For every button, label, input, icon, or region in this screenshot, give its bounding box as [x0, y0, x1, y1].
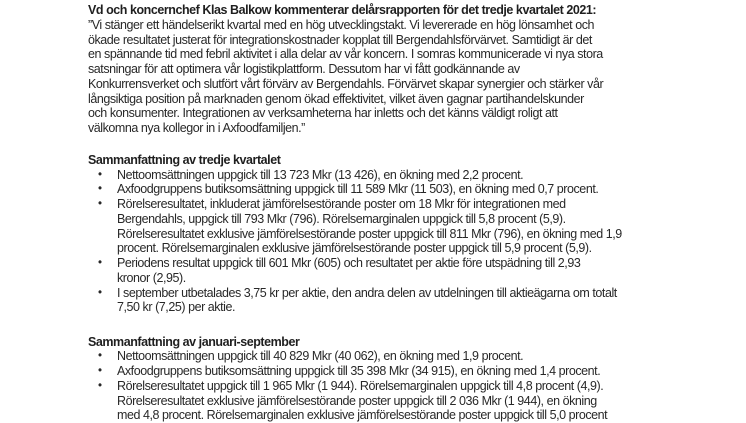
- list-item: [88, 256, 746, 286]
- intro-heading: Vd och koncernchef Klas Balkow kommenterar delårsrapporten för det tredje kvartalet 2021:: [88, 3, 746, 18]
- list-item: [88, 168, 746, 183]
- bullet-line: med 4,8 procent. Rörelsemarginalen exklusive jämförelsestörande poster uppgick till 5,0 procent: [117, 408, 746, 423]
- bullet-line: I september utbetalades 3,75 kr per aktie, den andra delen av utdelningen till aktieägarna om totalt: [117, 286, 746, 301]
- list-item: [88, 364, 746, 379]
- bullet-line: Rörelseresultatet exklusive jämförelsestörande poster uppgick till 811 Mkr (796), en ökning med 1,9: [117, 227, 746, 242]
- bullet-line: Nettoomsättningen uppgick till 40 829 Mkr (40 062), en ökning med 1,9 procent.: [117, 349, 746, 364]
- bullet-line: Bergendahls, uppgick till 793 Mkr (796). Rörelsemarginalen uppgick till 5,8 procent (5,9).: [117, 212, 746, 227]
- list-item: [88, 379, 746, 423]
- bullet-line: 7,50 kr (7,25) per aktie.: [117, 300, 746, 315]
- bullet-icon: •: [88, 364, 117, 379]
- bullet-icon: •: [88, 197, 117, 212]
- section-q3-summary: [88, 153, 746, 315]
- list-item: [88, 286, 746, 316]
- bullet-line: Rörelseresultatet exklusive jämförelsestörande poster uppgick till 2 036 Mkr (1 944), en ökning: [117, 394, 746, 409]
- bullet-line: kronor (2,95).: [117, 271, 746, 286]
- bullet-icon: •: [88, 379, 117, 394]
- section-jan-sep-summary: [88, 335, 746, 423]
- bullet-line: Rörelseresultatet, inkluderat jämförelsestörande poster om 18 Mkr för integrationen med: [117, 197, 746, 212]
- quote-line: välkomna nya kollegor in i Axfoodfamiljen.”: [88, 121, 746, 136]
- bullet-line: Axfoodgruppens butiksomsättning uppgick till 35 398 Mkr (34 915), en ökning med 1,4 procent.: [117, 364, 746, 379]
- quote-line: och konsumenter. Integrationen av verksamheterna har inletts och det känns väldigt roligt att: [88, 106, 746, 121]
- quote-line: ökade resultatet justerat för integrationskostnader kopplat till Bergendahlsförvärvet. Samtidigt är det: [88, 33, 746, 48]
- bullet-icon: •: [88, 256, 117, 271]
- bullet-line: Periodens resultat uppgick till 601 Mkr (605) och resultatet per aktie före utspädning till 2,93: [117, 256, 746, 271]
- bullet-icon: •: [88, 286, 117, 301]
- bullet-icon: •: [88, 349, 117, 364]
- bullet-icon: •: [88, 168, 117, 183]
- quote-line: satsningar för att optimera vår logistikplattform. Dessutom har vi fått godkännande av: [88, 62, 746, 77]
- bullet-line: Axfoodgruppens butiksomsättning uppgick till 11 589 Mkr (11 503), en ökning med 0,7 procent.: [117, 182, 746, 197]
- bullet-line: procent. Rörelsemarginalen exklusive jämförelsestörande poster uppgick till 5,9 procent (5,9).: [117, 241, 746, 256]
- quote-line: en spännande tid med febril aktivitet i alla delar av vår koncern. I somras kommunicerade vi nya stora: [88, 47, 746, 62]
- bullet-line: Rörelseresultatet uppgick till 1 965 Mkr (1 944). Rörelsemarginalen uppgick till 4,8 procent (4,9).: [117, 379, 746, 394]
- bullet-icon: •: [88, 182, 117, 197]
- quote-line: ”Vi stänger ett händelserikt kvartal med en hög utvecklingstakt. Vi levererade en hög lönsamhet och: [88, 18, 746, 33]
- ceo-quote-paragraph: [88, 18, 746, 136]
- list-item: [88, 349, 746, 364]
- quote-line: långsiktiga position på marknaden genom ökad effektivitet, vilket även gagnar partihandelskunder: [88, 92, 746, 107]
- bullet-line: Nettoomsättningen uppgick till 13 723 Mkr (13 426), en ökning med 2,2 procent.: [117, 168, 746, 183]
- quote-line: Konkurrensverket och slutfört vårt förvärv av Bergendahls. Förvärvet skapar synergier och stärker vår: [88, 77, 746, 92]
- list-item: [88, 182, 746, 197]
- section-q3-heading: Sammanfattning av tredje kvartalet: [88, 153, 746, 168]
- section-jan-sep-heading: Sammanfattning av januari-september: [88, 335, 746, 350]
- list-item: [88, 197, 746, 256]
